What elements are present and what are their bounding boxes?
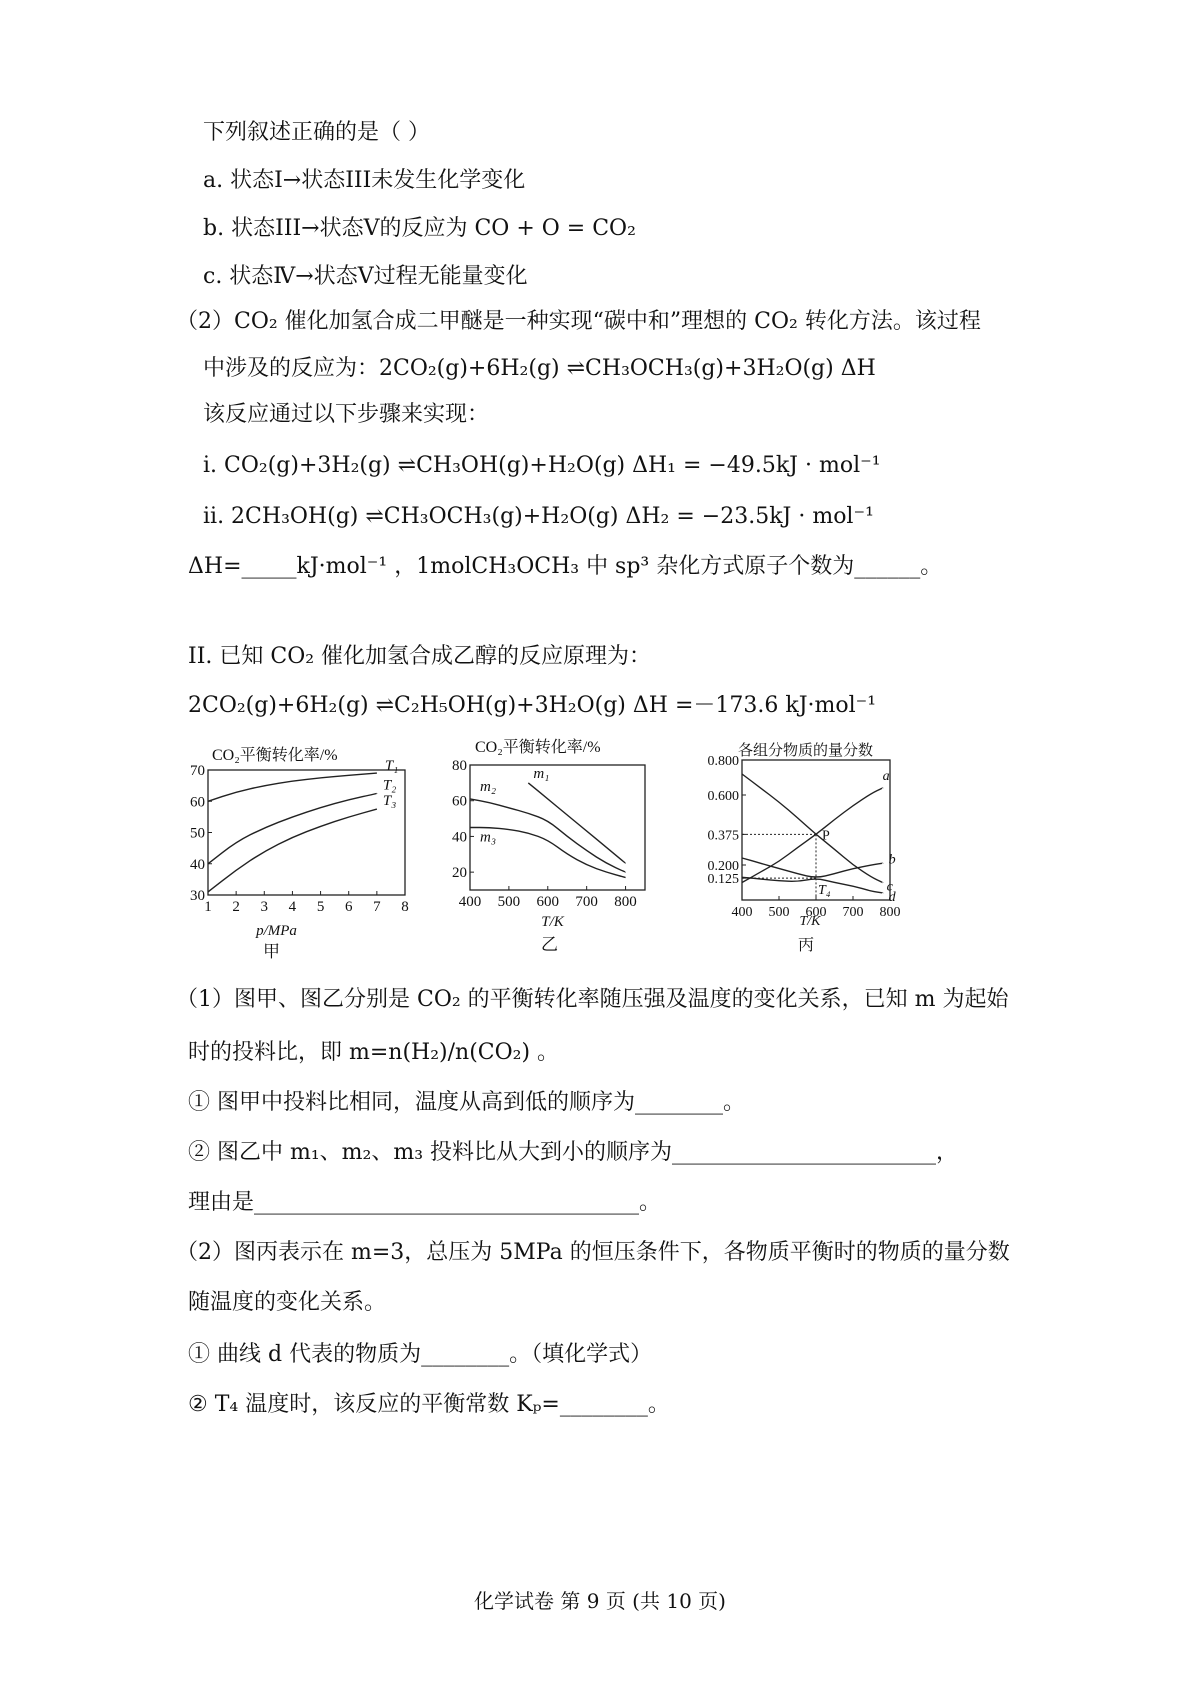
x-tick-label: 6 [344, 899, 353, 915]
series-label-3: d [888, 890, 896, 905]
series-line-2 [208, 809, 377, 892]
series-line-3 [742, 877, 883, 893]
ratio-definition: 时的投料比，即 m=n(H₂)/n(CO₂) 。 [188, 1040, 560, 1065]
x-tick-label: 600 [805, 905, 827, 920]
x-axis-label: T/K [799, 914, 821, 929]
sub-question-4: ② T₄ 温度时，该反应的平衡常数 Kₚ=________。 [188, 1392, 670, 1417]
x-tick-label: 700 [842, 905, 864, 920]
x-tick-label: 4 [288, 899, 297, 915]
x-tick-label: 500 [768, 905, 790, 920]
series-label-0: a [882, 769, 890, 784]
option-c: c. 状态Ⅳ→状态Ⅴ过程无能量变化 [203, 264, 528, 289]
y-tick-label: 80 [452, 758, 467, 774]
step-ii: ⅱ. 2CH₃OH(g) ⇌CH₃OCH₃(g)+H₂O(g) ΔH₂ = −23.5kJ · mol⁻¹ [203, 504, 874, 529]
series-label-1: b [888, 852, 896, 868]
part2-question: （2）图丙表示在 m=3，总压为 5MPa 的恒压条件下，各物质平衡时的物质的量分数 [176, 1240, 1010, 1265]
y-tick-label: 0.200 [707, 859, 739, 874]
series-label-1: T₂ [382, 777, 397, 794]
option-a: a. 状态I→状态III未发生化学变化 [203, 168, 526, 193]
part1-question: （1）图甲、图乙分别是 CO₂ 的平衡转化率随压强及温度的变化关系，已知 m 为起始 [176, 987, 1009, 1012]
blank-question-1: ΔH=_____kJ·mol⁻¹ ，1molCH₃OCH₃ 中 sp³ 杂化方式原子个数为______。 [188, 554, 943, 579]
chart-yi [445, 730, 665, 960]
series-label-2: c [886, 879, 893, 895]
series-line-0 [208, 773, 377, 801]
series-line-2 [742, 774, 883, 883]
chart-title: 各组分物质的量分数 [738, 743, 874, 759]
x-tick-label: 400 [458, 894, 482, 910]
x-tick-label: 5 [316, 899, 325, 915]
y-tick-label: 60 [190, 794, 205, 811]
x-axis-label: T/K [541, 914, 564, 930]
x-tick-label: 600 [536, 894, 560, 910]
y-tick-label: 40 [452, 829, 467, 846]
y-tick-label: 40 [190, 856, 205, 873]
option-b: b. 状态III→状态Ⅴ的反应为 CO + O = CO₂ [203, 216, 636, 241]
plot-frame [208, 770, 405, 895]
y-tick-label: 0.125 [707, 872, 739, 888]
annotation-p: P [822, 828, 830, 844]
y-tick-label: 60 [452, 793, 467, 810]
chart-title: CO₂平衡转化率/% [475, 739, 601, 756]
sub-question-3: ① 曲线 d 代表的物质为________。（填化学式） [188, 1342, 653, 1367]
x-tick-label: 3 [260, 899, 269, 915]
chart-caption: 丙 [797, 937, 815, 954]
section-ii-intro: II. 已知 CO₂ 催化加氢合成乙醇的反应原理为： [188, 644, 652, 669]
overall-reaction: 中涉及的反应为：2CO₂(g)+6H₂(g) ⇌CH₃OCH₃(g)+3H₂O(g) ΔH [203, 356, 876, 381]
x-tick-label: 700 [575, 894, 598, 910]
chart-caption: 乙 [541, 935, 558, 954]
chart-title: CO₂平衡转化率/% [212, 747, 338, 764]
sub-question-1: ① 图甲中投料比相同，温度从高到低的顺序为________。 [188, 1090, 745, 1115]
ethanol-reaction: 2CO₂(g)+6H₂(g) ⇌C₂H₅OH(g)+3H₂O(g) ΔH =－173.6 kJ·mol⁻¹ [188, 693, 877, 718]
step-i: ⅰ. CO₂(g)+3H₂(g) ⇌CH₃OH(g)+H₂O(g) ΔH₁ = −49.5kJ · mol⁻¹ [203, 453, 881, 478]
reason-blank: 理由是___________________________________。 [188, 1190, 662, 1215]
x-tick-label: 8 [401, 899, 409, 915]
series-line-1 [742, 858, 883, 877]
y-tick-label: 0.800 [707, 754, 739, 769]
page-footer: 化学试卷 第 9 页 (共 10 页) [474, 1589, 726, 1613]
sub-question-2: ② 图乙中 m₁、m₂、m₃ 投料比从大到小的顺序为________________________， [188, 1140, 959, 1165]
chart-jia [190, 735, 420, 965]
series-line-0 [742, 788, 883, 883]
y-tick-label: 70 [190, 763, 205, 779]
annotation-t4: T₄ [818, 883, 831, 899]
series-line-1 [208, 793, 377, 863]
series-line-0 [528, 783, 625, 863]
y-tick-label: 30 [190, 888, 205, 904]
x-tick-label: 800 [879, 905, 901, 920]
series-label-0: m₁ [533, 765, 550, 782]
question-stem: 下列叙述正确的是（ ） [203, 120, 430, 145]
part2-intro: （2）CO₂ 催化加氢合成二甲醚是一种实现“碳中和”理想的 CO₂ 转化方法。该过程 [176, 309, 981, 334]
series-label-2: m₃ [480, 829, 497, 846]
y-tick-label: 0.600 [707, 789, 739, 804]
x-tick-label: 400 [731, 905, 753, 920]
steps-intro: 该反应通过以下步骤来实现： [203, 402, 490, 427]
x-axis-label: p/MPa [256, 923, 297, 939]
y-tick-label: 50 [190, 825, 205, 842]
x-tick-label: 7 [373, 899, 381, 915]
series-label-0: T₁ [384, 758, 399, 775]
chart-caption: 甲 [263, 942, 280, 961]
y-tick-label: 0.375 [707, 828, 739, 844]
x-tick-label: 1 [204, 899, 212, 915]
y-tick-label: 20 [452, 865, 467, 882]
series-label-2: T₃ [382, 793, 397, 810]
x-tick-label: 2 [232, 899, 240, 915]
x-tick-label: 500 [497, 894, 521, 910]
x-tick-label: 800 [614, 894, 637, 910]
chart-bing [690, 735, 920, 960]
part2-question-cont: 随温度的变化关系。 [188, 1290, 387, 1315]
series-label-1: m₂ [480, 778, 497, 795]
